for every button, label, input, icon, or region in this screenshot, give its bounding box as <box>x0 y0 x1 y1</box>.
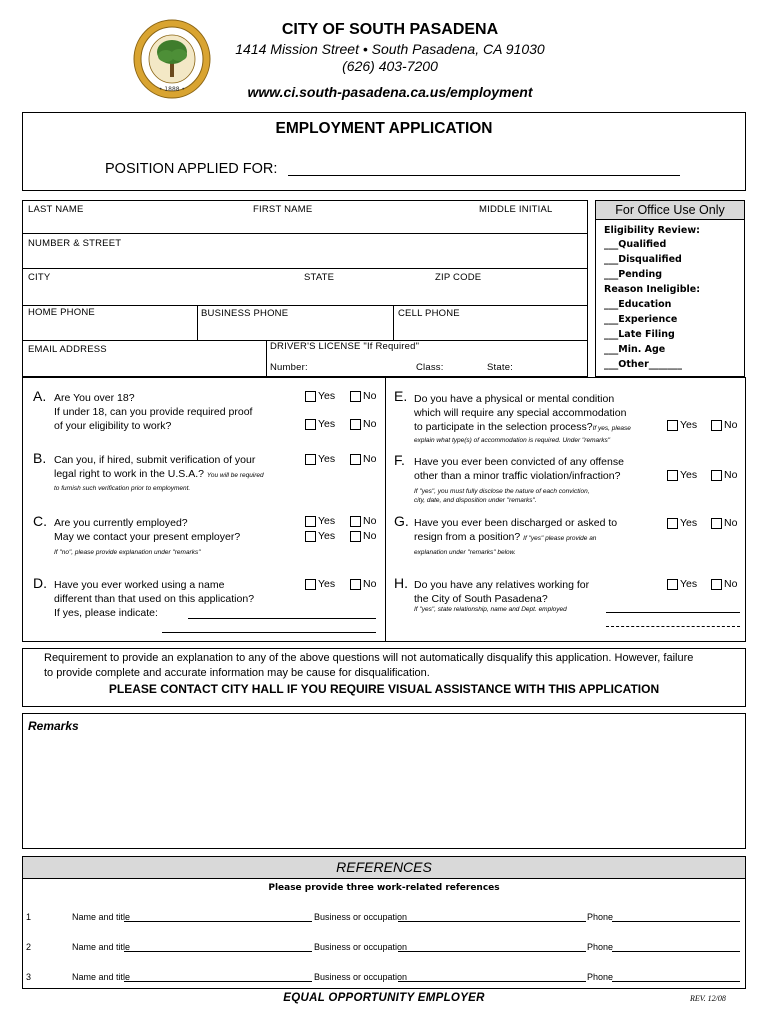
reference-name-label: Name and title <box>72 912 131 922</box>
office-education: ___Education <box>604 299 672 310</box>
question-d-text-2: different than that used on this application? <box>54 593 255 605</box>
revision-date: REV. 12/08 <box>690 994 726 1003</box>
city-address: 1414 Mission Street • South Pasadena, CA 91030 <box>235 41 545 57</box>
question-a2-yes-checkbox[interactable]: Yes <box>305 418 335 430</box>
question-c-text-2: May we contact your present employer? <box>54 531 241 543</box>
reference-number: 1 <box>26 912 32 922</box>
reference-business-label: Business or occupation <box>314 912 408 922</box>
street-address-field[interactable]: NUMBER & STREET <box>28 238 122 249</box>
reference-phone-label: Phone <box>587 912 614 922</box>
question-h-text-2: the City of South Pasadena? <box>414 593 548 605</box>
question-d-yes-checkbox[interactable]: Yes <box>305 578 335 590</box>
reference-phone-label: Phone <box>587 942 614 952</box>
question-a-text: Are You over 18? <box>54 392 135 404</box>
eligibility-review-label: Eligibility Review: <box>604 225 700 236</box>
question-d-other-name-field[interactable] <box>188 618 376 619</box>
question-h-no-checkbox[interactable]: No <box>711 578 737 590</box>
reference-number: 2 <box>26 942 32 952</box>
office-disqualified: ___Disqualified <box>604 254 682 265</box>
question-h-relative-field[interactable] <box>606 612 740 613</box>
email-field[interactable]: EMAIL ADDRESS <box>28 344 107 355</box>
question-f-letter: F. <box>394 452 405 468</box>
question-e-yes-checkbox[interactable]: Yes <box>667 419 697 431</box>
question-e-no-checkbox[interactable]: No <box>711 419 737 431</box>
question-g-text-2: resign from a position? If "yes" please provide an <box>414 531 597 543</box>
question-c-no-checkbox[interactable]: No <box>350 515 376 527</box>
question-a-text-3: of your eligibility to work? <box>54 420 172 432</box>
question-h-yes-checkbox[interactable]: Yes <box>667 578 697 590</box>
office-other: ___Other_______ <box>604 359 683 370</box>
question-d-text: Have you ever worked using a name <box>54 579 225 591</box>
question-c2-no-checkbox[interactable]: No <box>350 530 376 542</box>
last-name-field[interactable]: LAST NAME <box>28 204 84 215</box>
home-phone-field[interactable]: HOME PHONE <box>28 307 95 318</box>
city-field[interactable]: CITY <box>28 272 51 283</box>
question-d-letter: D. <box>33 575 47 591</box>
question-c-text: Are you currently employed? <box>54 517 188 529</box>
visual-assistance-notice: PLEASE CONTACT CITY HALL IF YOU REQUIRE VISUAL ASSISTANCE WITH THIS APPLICATION <box>108 682 660 696</box>
dl-number-field[interactable]: Number: <box>270 362 308 373</box>
reference-1-name-field[interactable] <box>124 921 312 922</box>
business-phone-field[interactable]: BUSINESS PHONE <box>201 308 289 319</box>
question-a-yes-checkbox[interactable]: Yes <box>305 390 335 402</box>
question-b-letter: B. <box>33 450 47 466</box>
drivers-license-label: DRIVER'S LICENSE "If Required" <box>270 341 420 352</box>
references-subtitle: Please provide three work-related references <box>268 883 500 893</box>
question-e-letter: E. <box>394 388 408 404</box>
reference-3-name-field[interactable] <box>124 981 312 982</box>
question-a-no-checkbox[interactable]: No <box>350 390 376 402</box>
reference-2-phone-field[interactable] <box>612 951 740 952</box>
question-a2-no-checkbox[interactable]: No <box>350 418 376 430</box>
question-f-no-checkbox[interactable]: No <box>711 469 737 481</box>
office-qualified: ___Qualified <box>604 239 667 250</box>
reference-3-business-field[interactable] <box>398 981 586 982</box>
question-h-note: If "yes", state relationship, name and Dept. employed <box>414 606 567 613</box>
question-b-note: to furnish such verification prior to employment. <box>54 485 191 492</box>
dl-class-field[interactable]: Class: <box>416 362 444 373</box>
question-b-text-2: legal right to work in the U.S.A.? You will be required <box>54 468 264 480</box>
question-f-note: If "yes", you must fully disclose the nature of each conviction, <box>414 488 590 495</box>
question-a-letter: A. <box>33 388 47 404</box>
reference-2-name-field[interactable] <box>124 951 312 952</box>
question-d-other-name-field-2[interactable] <box>162 632 376 633</box>
question-c2-yes-checkbox[interactable]: Yes <box>305 530 335 542</box>
question-f-note-2: city, date, and disposition under "remarks". <box>414 497 537 504</box>
question-f-yes-checkbox[interactable]: Yes <box>667 469 697 481</box>
question-e-text: Do you have a physical or mental condition <box>414 393 615 405</box>
position-applied-field[interactable] <box>288 175 680 176</box>
svg-text:• 1888 •: • 1888 • <box>158 86 186 93</box>
reference-business-label: Business or occupation <box>314 942 408 952</box>
zip-code-field[interactable]: ZIP CODE <box>435 272 482 283</box>
question-h-letter: H. <box>394 575 408 591</box>
reference-phone-label: Phone <box>587 972 614 982</box>
notice-text: Requirement to provide an explanation to any of the above questions will not automatically disqualify this application. However, failure <box>44 652 694 664</box>
notice-text-2: to provide complete and accurate information may be cause for disqualification. <box>44 667 430 679</box>
position-label: POSITION APPLIED FOR: <box>105 161 278 177</box>
question-a-text-2: If under 18, can you provide required proof <box>54 406 253 418</box>
question-d-no-checkbox[interactable]: No <box>350 578 376 590</box>
question-e-text-2: which will require any special accommodation <box>414 407 627 419</box>
office-late-filing: ___Late Filing <box>604 329 675 340</box>
question-g-note: explanation under "remarks" below. <box>414 549 516 556</box>
question-b-text: Can you, if hired, submit verification of your <box>54 454 256 466</box>
reference-1-business-field[interactable] <box>398 921 586 922</box>
question-e-text-3: to participate in the selection process?If yes, please <box>414 421 631 433</box>
reference-2-business-field[interactable] <box>398 951 586 952</box>
employment-website-link[interactable]: www.ci.south-pasadena.ca.us/employment <box>247 84 533 100</box>
question-b-yes-checkbox[interactable]: Yes <box>305 453 335 465</box>
question-c-yes-checkbox[interactable]: Yes <box>305 515 335 527</box>
question-c-note: If "no", please provide explanation under "remarks" <box>54 549 201 556</box>
question-c-letter: C. <box>33 513 47 529</box>
remarks-label: Remarks <box>28 719 79 733</box>
question-f-text: Have you ever been convicted of any offense <box>414 456 624 468</box>
city-name: CITY OF SOUTH PASADENA <box>281 21 499 38</box>
question-e-note: explain what type(s) of accommodation is required. Under "remarks" <box>414 437 611 444</box>
question-g-text: Have you ever been discharged or asked to <box>414 517 618 529</box>
form-title: EMPLOYMENT APPLICATION <box>275 120 493 137</box>
office-min-age: ___Min. Age <box>604 344 666 355</box>
first-name-field[interactable]: FIRST NAME <box>253 204 313 215</box>
reference-name-label: Name and title <box>72 942 131 952</box>
reference-number: 3 <box>26 972 32 982</box>
question-f-text-2: other than a minor traffic violation/infraction? <box>414 470 621 482</box>
question-b-no-checkbox[interactable]: No <box>350 453 376 465</box>
office-use-title: For Office Use Only <box>615 203 725 217</box>
dl-state-field[interactable]: State: <box>487 362 514 373</box>
question-h-relative-field-2[interactable] <box>606 626 740 627</box>
reference-name-label: Name and title <box>72 972 131 982</box>
office-experience: ___Experience <box>604 314 678 325</box>
equal-opportunity-employer: EQUAL OPPORTUNITY EMPLOYER <box>283 992 485 1004</box>
reference-3-phone-field[interactable] <box>612 981 740 982</box>
office-pending: ___Pending <box>604 269 663 280</box>
question-g-letter: G. <box>394 513 409 529</box>
question-d-text-3: If yes, please indicate: <box>54 607 158 619</box>
reference-business-label: Business or occupation <box>314 972 408 982</box>
remarks-box[interactable] <box>22 713 746 849</box>
state-field[interactable]: STATE <box>304 272 335 283</box>
city-phone: (626) 403-7200 <box>342 58 438 74</box>
question-g-yes-checkbox[interactable]: Yes <box>667 517 697 529</box>
cell-phone-field[interactable]: CELL PHONE <box>398 308 460 319</box>
reference-1-phone-field[interactable] <box>612 921 740 922</box>
middle-initial-field[interactable]: MIDDLE INITIAL <box>479 204 553 215</box>
question-h-text: Do you have any relatives working for <box>414 579 590 591</box>
question-g-no-checkbox[interactable]: No <box>711 517 737 529</box>
references-title: REFERENCES <box>336 859 432 875</box>
reason-ineligible-label: Reason Ineligible: <box>604 284 701 295</box>
